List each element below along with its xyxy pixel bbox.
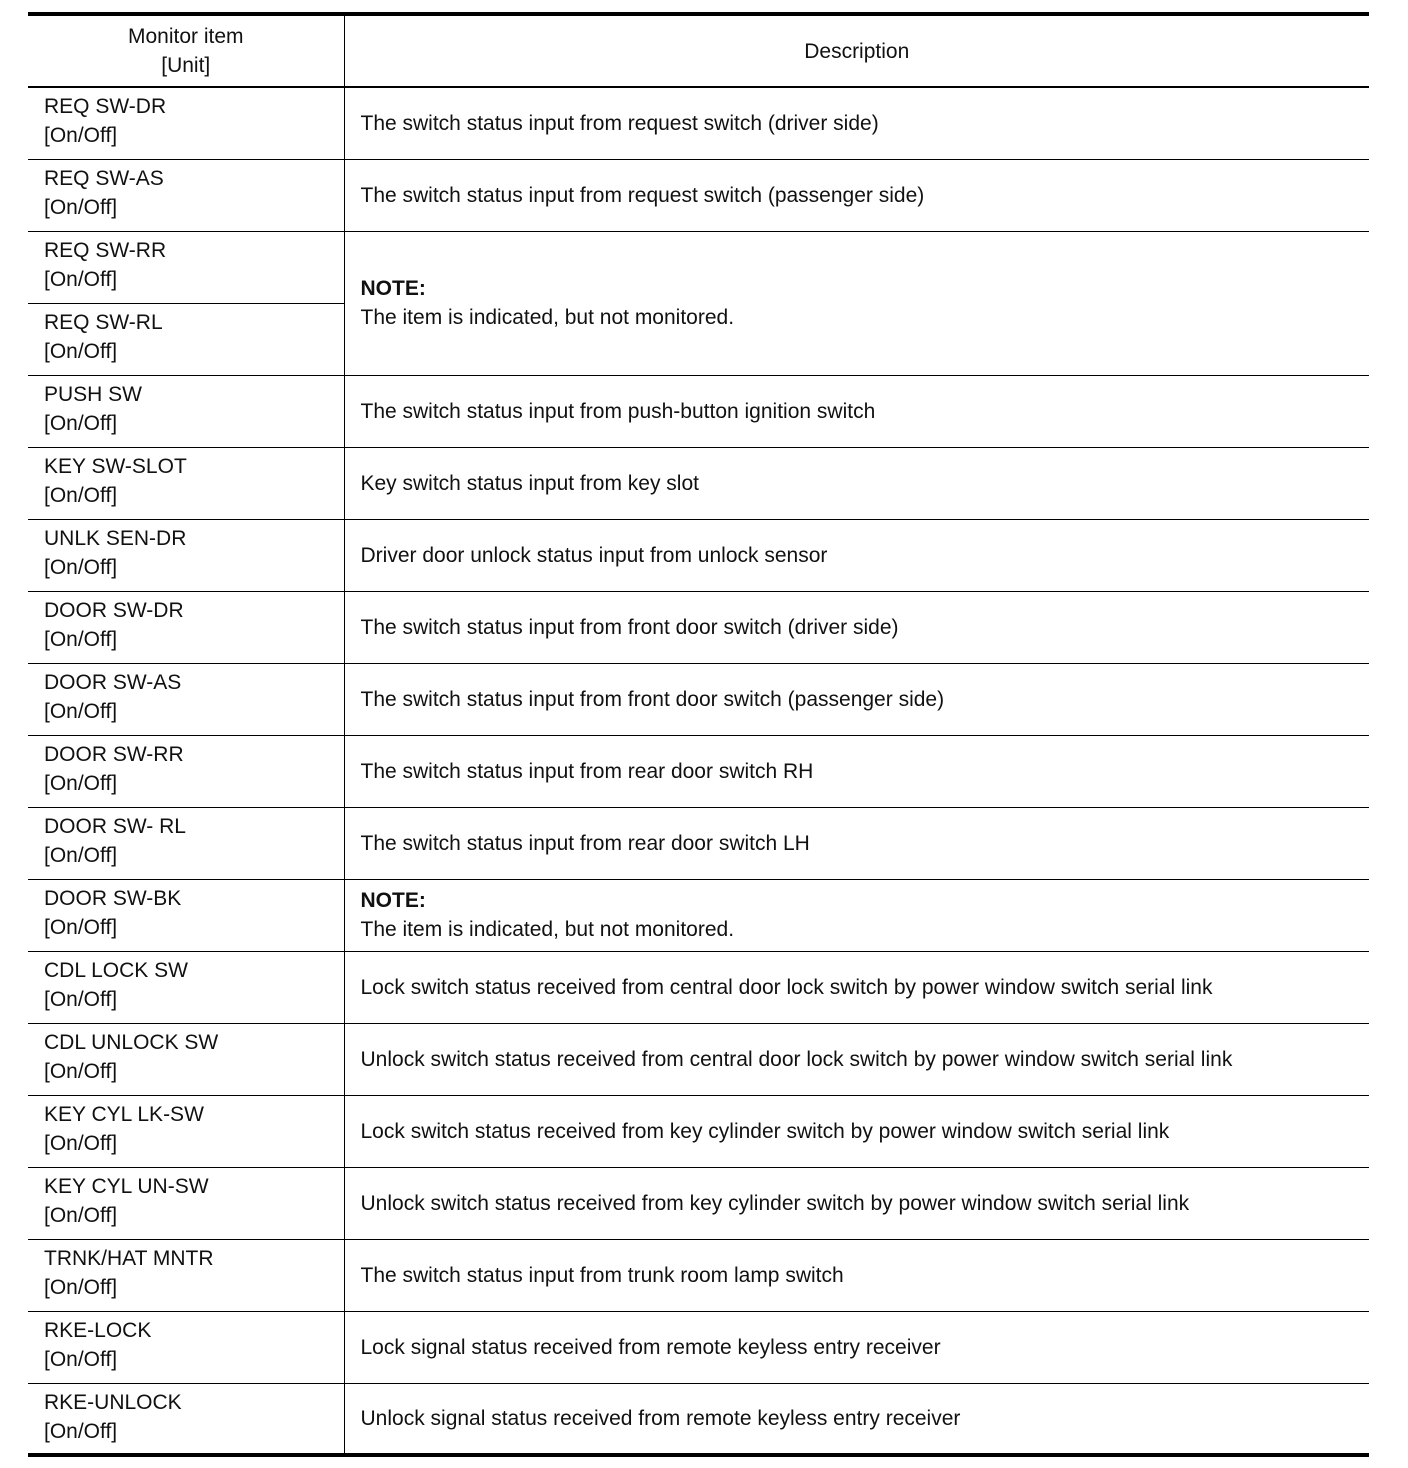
description-cell: Unlock signal status received from remote keyless entry receiver: [344, 1383, 1369, 1455]
item-name: CDL LOCK SW: [44, 958, 188, 982]
table-row: [28, 231, 1369, 303]
item-unit: [On/Off]: [44, 771, 118, 795]
table-row: [28, 735, 1369, 807]
table-row: [28, 87, 1369, 159]
description-cell: Key switch status input from key slot: [344, 447, 1369, 519]
description-cell: Lock signal status received from remote keyless entry receiver: [344, 1311, 1369, 1383]
monitor-item-cell: [28, 1095, 344, 1167]
note-title: NOTE:: [360, 277, 426, 300]
item-unit: [On/Off]: [44, 267, 118, 291]
item-name: CDL UNLOCK SW: [44, 1030, 219, 1054]
description-cell: Lock switch status received from key cylinder switch by power window switch serial link: [344, 1095, 1369, 1167]
item-name: RKE-LOCK: [44, 1318, 152, 1342]
table-row: [28, 375, 1369, 447]
monitor-item-cell: [28, 951, 344, 1023]
item-name: REQ SW-DR: [44, 95, 167, 118]
item-name: KEY CYL UN-SW: [44, 1174, 209, 1198]
item-name: KEY CYL LK-SW: [44, 1102, 204, 1126]
item-unit: [On/Off]: [44, 483, 118, 507]
table-row: [28, 879, 1369, 951]
item-unit: [On/Off]: [44, 1059, 118, 1083]
item-unit: [On/Off]: [44, 339, 118, 363]
table-row: [28, 159, 1369, 231]
description-cell: The switch status input from request switch (passenger side): [344, 159, 1369, 231]
description-cell: Lock switch status received from central door lock switch by power window switch serial link: [344, 951, 1369, 1023]
item-unit: [On/Off]: [44, 843, 118, 867]
table-row: [28, 1023, 1369, 1095]
item-unit: [On/Off]: [44, 555, 118, 579]
note-text: The item is indicated, but not monitored.: [360, 306, 735, 329]
description-cell: The switch status input from rear door switch RH: [344, 735, 1369, 807]
header-monitor-item: [28, 14, 344, 87]
monitor-item-cell: [28, 591, 344, 663]
monitor-item-cell: [28, 1311, 344, 1383]
monitor-item-cell: [28, 735, 344, 807]
table-row: [28, 663, 1369, 735]
table-row: [28, 951, 1369, 1023]
monitor-item-cell: [28, 519, 344, 591]
description-cell: The switch status input from front door switch (driver side): [344, 591, 1369, 663]
table-row: [28, 591, 1369, 663]
item-name: DOOR SW-BK: [44, 886, 182, 910]
monitor-item-cell: [28, 375, 344, 447]
item-name: DOOR SW-RR: [44, 742, 184, 766]
item-name: DOOR SW-DR: [44, 598, 184, 622]
note-cell: [344, 879, 1369, 951]
table-row: [28, 519, 1369, 591]
description-cell: The switch status input from rear door switch LH: [344, 807, 1369, 879]
monitor-item-cell: [28, 1167, 344, 1239]
table-row: [28, 807, 1369, 879]
monitor-item-cell: [28, 807, 344, 879]
monitor-item-cell: [28, 1383, 344, 1455]
table-row: [28, 1239, 1369, 1311]
item-unit: [On/Off]: [44, 124, 118, 147]
header-unit-label: [Unit]: [161, 54, 211, 77]
description-cell: Unlock switch status received from key cylinder switch by power window switch serial link: [344, 1167, 1369, 1239]
table-row: [28, 1095, 1369, 1167]
header-description: Description: [344, 14, 1369, 87]
item-unit: [On/Off]: [44, 1131, 118, 1155]
item-unit: [On/Off]: [44, 1419, 118, 1443]
monitor-item-cell: [28, 159, 344, 231]
item-name: TRNK/HAT MNTR: [44, 1246, 214, 1270]
monitor-item-cell: [28, 879, 344, 951]
description-cell: Unlock switch status received from central door lock switch by power window switch serial link: [344, 1023, 1369, 1095]
monitor-item-cell: [28, 87, 344, 159]
description-cell: Driver door unlock status input from unlock sensor: [344, 519, 1369, 591]
item-name: UNLK SEN-DR: [44, 526, 187, 550]
monitor-item-cell: [28, 1023, 344, 1095]
item-name: PUSH SW: [44, 382, 143, 406]
item-name: KEY SW-SLOT: [44, 454, 187, 478]
item-unit: [On/Off]: [44, 627, 118, 651]
item-name: REQ SW-AS: [44, 166, 164, 190]
description-cell: The switch status input from request switch (driver side): [360, 111, 879, 135]
monitor-item-cell: [28, 1239, 344, 1311]
monitor-item-table: [28, 12, 1369, 1457]
description-cell: The switch status input from push-button ignition switch: [344, 375, 1369, 447]
item-unit: [On/Off]: [44, 915, 118, 939]
table-row: [28, 447, 1369, 519]
note-cell: [344, 231, 1369, 375]
table-row: [28, 1383, 1369, 1455]
monitor-item-cell: [28, 447, 344, 519]
description-cell: The switch status input from trunk room lamp switch: [344, 1239, 1369, 1311]
item-unit: [On/Off]: [44, 987, 118, 1011]
item-name: DOOR SW-AS: [44, 670, 182, 694]
item-name: REQ SW-RR: [44, 238, 167, 262]
table-row: [28, 1167, 1369, 1239]
description-cell: The switch status input from front door switch (passenger side): [344, 663, 1369, 735]
header-item-label: Monitor item: [127, 25, 244, 48]
monitor-item-cell: [28, 303, 344, 375]
item-unit: [On/Off]: [44, 411, 118, 435]
monitor-item-cell: [28, 231, 344, 303]
item-unit: [On/Off]: [44, 1275, 118, 1299]
item-unit: [On/Off]: [44, 1203, 118, 1227]
item-name: REQ SW-RL: [44, 310, 163, 334]
item-unit: [On/Off]: [44, 1347, 118, 1371]
item-name: DOOR SW- RL: [44, 814, 186, 838]
note-title: NOTE:: [360, 889, 426, 912]
table-header-row: [28, 14, 1369, 87]
item-unit: [On/Off]: [44, 699, 118, 723]
table-row: [28, 1311, 1369, 1383]
note-text: The item is indicated, but not monitored.: [360, 918, 735, 941]
item-name: RKE-UNLOCK: [44, 1390, 182, 1414]
monitor-item-cell: [28, 663, 344, 735]
item-unit: [On/Off]: [44, 195, 118, 219]
